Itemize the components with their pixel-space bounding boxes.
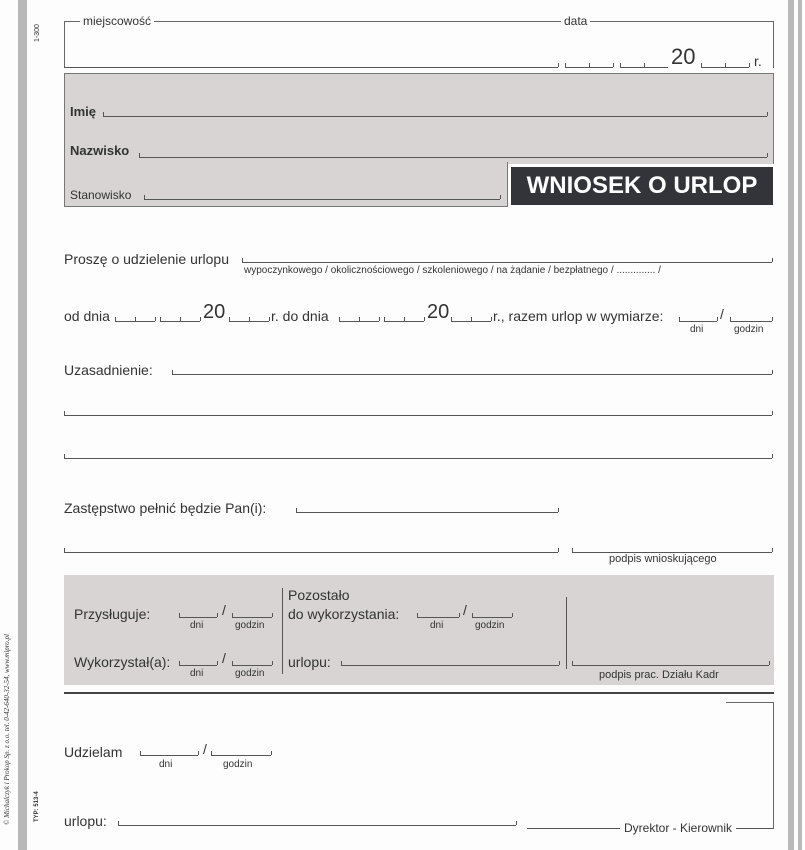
tick [217, 613, 218, 617]
tick [644, 63, 645, 67]
tick [491, 317, 492, 321]
tick [160, 317, 161, 321]
total-slash: / [720, 306, 724, 322]
grant-label: Udzielam [64, 744, 123, 760]
remaining-slash: / [463, 602, 467, 618]
remaining-days-field[interactable] [417, 617, 459, 618]
position-label: Stanowisko [70, 188, 132, 202]
grant-days-label: dni [159, 759, 173, 770]
remaining-days-label: dni [430, 620, 444, 631]
tick [272, 661, 273, 665]
tick [749, 63, 750, 67]
used-days-field[interactable] [179, 665, 217, 666]
tick [198, 751, 199, 755]
place-line[interactable] [64, 67, 558, 68]
tick [769, 661, 770, 665]
tick [558, 508, 559, 512]
tick [772, 411, 773, 415]
total-days-field[interactable] [679, 321, 717, 322]
grant-days-field[interactable] [140, 755, 198, 756]
tick [155, 317, 156, 321]
tick [512, 613, 513, 617]
hr-leave-label: urlopu: [288, 654, 331, 670]
tick [772, 370, 773, 374]
tick [64, 454, 65, 458]
tick [172, 370, 173, 374]
approval-leave-field[interactable] [118, 825, 516, 826]
right-stripe [788, 0, 794, 850]
tick [229, 317, 230, 321]
to-year-prefix: 20 [427, 301, 450, 323]
to-month-field[interactable] [384, 321, 424, 322]
tick [242, 258, 243, 262]
total-hours-field[interactable] [730, 321, 772, 322]
leave-type-options: wypoczynkowego / okolicznościowego / szkoleniowego / na żądanie / bezpłatnego / .............. / [244, 265, 661, 276]
date-label: data [561, 15, 590, 27]
from-year-field[interactable] [229, 321, 269, 322]
tick [772, 258, 773, 262]
tick [269, 317, 270, 321]
grant-hours-label: godzin [223, 759, 253, 770]
tick [701, 63, 702, 67]
tick [384, 317, 385, 321]
remaining-label-2: do wykorzystania: [288, 606, 400, 622]
tick [424, 317, 425, 321]
tick [200, 317, 201, 321]
used-label: Wykorzystał(a): [74, 654, 171, 670]
date-day-line[interactable] [565, 67, 613, 68]
first-name-label: Imię [70, 104, 97, 119]
entitled-hours-label: godzin [235, 620, 265, 631]
used-days-label: dni [190, 668, 204, 679]
justification-field-3[interactable] [64, 458, 772, 459]
tick [772, 317, 773, 321]
tick [717, 317, 718, 321]
tick [459, 613, 460, 617]
position-field[interactable] [144, 199, 500, 200]
tick [144, 195, 145, 199]
used-slash: / [222, 650, 226, 666]
from-label: od dnia [64, 308, 110, 324]
total-days-label: dni [690, 324, 704, 335]
hr-divider-2 [566, 597, 567, 669]
remaining-hours-field[interactable] [472, 617, 512, 618]
tick [404, 317, 405, 321]
used-hours-field[interactable] [232, 665, 272, 666]
first-name-field[interactable] [103, 116, 767, 117]
tick [341, 661, 342, 665]
from-month-field[interactable] [160, 321, 200, 322]
hr-leave-field[interactable] [341, 665, 559, 666]
tick [64, 548, 65, 552]
request-label: Proszę o udzielenie urlopu [64, 251, 229, 267]
date-month-line[interactable] [620, 67, 668, 68]
hr-signature-field[interactable] [572, 665, 769, 666]
tick [296, 508, 297, 512]
type-code: TYP: 513-4 [34, 791, 40, 822]
last-name-field[interactable] [139, 157, 767, 158]
tick [249, 317, 250, 321]
justification-field-2[interactable] [64, 415, 772, 416]
tick [572, 548, 573, 552]
tick [451, 317, 452, 321]
right-stripe-2 [798, 0, 802, 850]
tick [767, 112, 768, 116]
total-label: r., razem urlop w wymiarze: [493, 308, 664, 324]
applicant-signature-label: podpis wnioskującego [605, 554, 721, 565]
personal-data-box [64, 73, 774, 164]
from-year-prefix: 20 [203, 301, 226, 323]
tick [211, 751, 212, 755]
tick [103, 112, 104, 116]
tick [339, 317, 340, 321]
entitled-days-field[interactable] [179, 617, 217, 618]
tick [232, 613, 233, 617]
tick [271, 751, 272, 755]
place-label: miejscowość [80, 15, 154, 27]
tick [64, 411, 65, 415]
tick [679, 317, 680, 321]
approval-separator [64, 692, 774, 694]
tick [565, 63, 566, 67]
entitled-slash: / [222, 602, 226, 618]
approval-leave-label: urlopu: [64, 813, 107, 829]
tick [589, 63, 590, 67]
tick [272, 613, 273, 617]
to-day-field[interactable] [339, 321, 379, 322]
used-hours-label: godzin [235, 668, 265, 679]
tick [417, 613, 418, 617]
form-title: WNIOSEK O URLOP [526, 172, 758, 199]
tick [115, 317, 116, 321]
tick [118, 821, 119, 825]
tick [730, 317, 731, 321]
approval-signature-box [726, 702, 774, 829]
grant-hours-field[interactable] [211, 755, 271, 756]
substitute-label: Zastępstwo pełnić będzie Pan(i): [64, 500, 267, 516]
tick [772, 548, 773, 552]
hr-signature-label: podpis prac. Działu Kadr [599, 669, 719, 681]
hr-divider-1 [282, 588, 283, 674]
date-year-suffix: r. [754, 53, 762, 69]
tick [472, 613, 473, 617]
publisher-info: © Michalczyk i Prokop Sp. z o.o. tel. 0-42-640-32-54, www.mipro.pl [3, 634, 11, 825]
to-label: r. do dnia [271, 308, 329, 324]
director-signature-label: Dyrektor - Kierownik [620, 822, 736, 834]
to-year-field[interactable] [451, 321, 491, 322]
remaining-hours-label: godzin [475, 620, 505, 631]
tick [500, 195, 501, 199]
last-name-label: Nazwisko [70, 143, 130, 158]
left-stripe [18, 0, 27, 850]
tick [135, 317, 136, 321]
tick [559, 661, 560, 665]
form-code: 1-300 [34, 24, 41, 42]
tick [558, 63, 559, 67]
entitled-days-label: dni [190, 620, 204, 631]
leave-type-field[interactable] [242, 262, 772, 263]
tick [139, 153, 140, 157]
justification-label: Uzasadnienie: [64, 362, 153, 378]
entitled-label: Przysługuje: [74, 606, 151, 622]
justification-field-1[interactable] [172, 374, 772, 375]
tick [232, 661, 233, 665]
grant-slash: / [203, 741, 207, 757]
tick [140, 751, 141, 755]
substitute-field-1[interactable] [296, 512, 558, 513]
tick [767, 153, 768, 157]
tick [558, 548, 559, 552]
entitled-hours-field[interactable] [232, 617, 272, 618]
total-hours-label: godzin [734, 324, 764, 335]
tick [772, 454, 773, 458]
tick [613, 63, 614, 67]
date-year-prefix: 20 [671, 44, 696, 69]
remaining-label-1: Pozostało [288, 587, 350, 603]
tick [179, 661, 180, 665]
header-box [64, 21, 774, 68]
tick [725, 63, 726, 67]
tick [516, 821, 517, 825]
tick [359, 317, 360, 321]
tick [620, 63, 621, 67]
date-year-line[interactable] [701, 67, 749, 68]
tick [179, 613, 180, 617]
tick [379, 317, 380, 321]
tick [572, 661, 573, 665]
from-day-field[interactable] [115, 321, 155, 322]
tick [180, 317, 181, 321]
substitute-field-2[interactable] [64, 552, 558, 553]
tick [217, 661, 218, 665]
tick [471, 317, 472, 321]
